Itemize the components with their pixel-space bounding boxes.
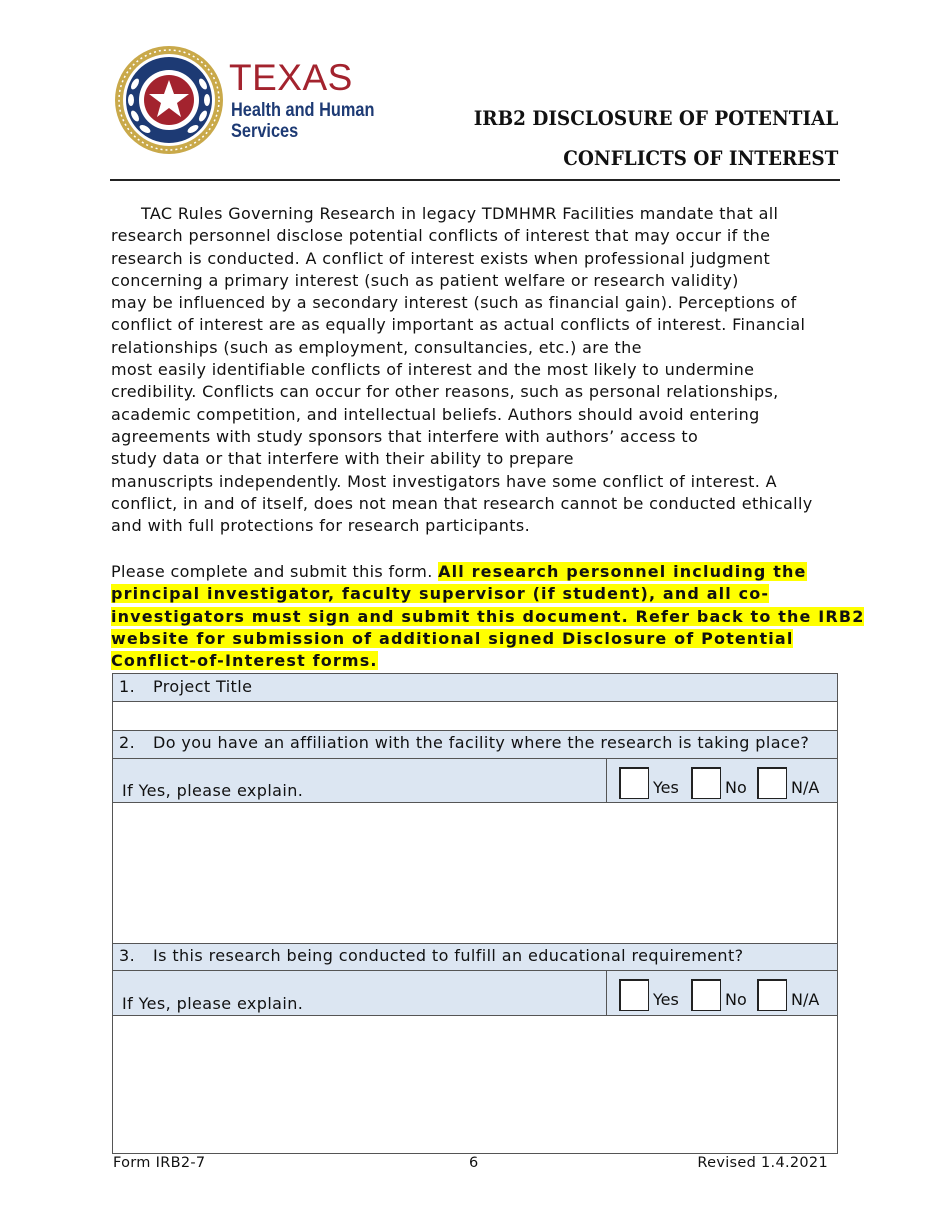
- q3-label: Is this research being conducted to fulfill an educational requirement?: [153, 946, 744, 965]
- q2-explain-label: If Yes, please explain.: [122, 781, 304, 800]
- q2-explain-row: [112, 759, 838, 803]
- footer-form-id: Form IRB2-7: [113, 1155, 206, 1171]
- instructions-highlight-4: website for submission of additional signed Disclosure of Potential: [111, 628, 794, 648]
- footer-revised-date: Revised 1.4.2021: [697, 1155, 828, 1171]
- instructions-highlight-3: investigators must sign and submit this document. Refer back to the IRB2: [111, 606, 865, 626]
- texas-seal-icon: [113, 44, 225, 156]
- texas-hhs-logo: [113, 44, 403, 156]
- q1-header: 1. Project Title: [112, 673, 838, 702]
- q3-yes-checkbox[interactable]: [619, 979, 649, 1011]
- instructions-highlight-5: Conflict-of-Interest forms.: [111, 651, 378, 671]
- title-line-1: IRB2 DISCLOSURE OF POTENTIAL: [473, 106, 838, 130]
- instructions-highlight-2: principal investigator, faculty supervisor (if student), and all co-: [111, 584, 770, 604]
- q2-label: Do you have an affiliation with the facility where the research is taking place?: [153, 733, 810, 752]
- document-title: [442, 98, 838, 178]
- instructions: [111, 561, 865, 672]
- q3-explain-row: [112, 971, 838, 1016]
- footer-page-number: 6: [469, 1155, 479, 1171]
- q1-label: Project Title: [153, 677, 253, 696]
- logo-wordmark-sub: Health and Human Services: [231, 100, 375, 142]
- instructions-highlight-1: All research personnel including the: [438, 562, 807, 581]
- project-title-field[interactable]: [112, 702, 838, 731]
- q2-explanation-field[interactable]: [112, 803, 838, 944]
- q2-yes-checkbox[interactable]: [619, 767, 649, 799]
- q3-explain-label: If Yes, please explain.: [122, 994, 304, 1013]
- q2-no-checkbox[interactable]: [691, 767, 721, 799]
- q2-na-checkbox[interactable]: [757, 767, 787, 799]
- instructions-plain: Please complete and submit this form.: [111, 562, 433, 581]
- header-divider: [110, 179, 840, 181]
- q2-options: Yes No N/A: [606, 759, 837, 802]
- disclosure-form-table: [112, 673, 838, 1154]
- q3-header: 3. Is this research being conducted to fulfill an educational requirement?: [112, 944, 838, 971]
- logo-wordmark-texas: TEXAS: [229, 57, 353, 98]
- q3-explanation-field[interactable]: [112, 1016, 838, 1154]
- q3-no-checkbox[interactable]: [691, 979, 721, 1011]
- title-line-2: CONFLICTS OF INTEREST: [562, 146, 838, 170]
- q3-na-checkbox[interactable]: [757, 979, 787, 1011]
- q2-header: 2. Do you have an affiliation with the facility where the research is taking place?: [112, 731, 838, 759]
- q3-options: Yes No N/A: [606, 971, 837, 1015]
- intro-paragraph: TAC Rules Governing Research in legacy TDMHMR Facilities mandate that all research personnel disclose potential conflicts of interest that may occur if the research is conducted. A conflict of interest exists when professional judgment concerning a primary interest (such as patient welfare or research validity) may be influenced by a secondary interest (such as financial gain). Perceptions of conflict of interest are as equally important as actual conflicts of interest. Financial relationships (such as employment, consultancies, etc.) are the most easily identifiable conflicts of interest and the most likely to undermine credibility. Conflicts can occur for other reasons, such as personal relationships, academic competition, and intellectual beliefs. Authors should avoid entering agreements with study sponsors that interfere with authors’ access to study data or that interfere with their ability to prepare manuscripts independently. Most investigators have some conflict of interest. A conflict, in and of itself, does not mean that research cannot be conducted ethically and with full protections for research participants.: [111, 204, 813, 536]
